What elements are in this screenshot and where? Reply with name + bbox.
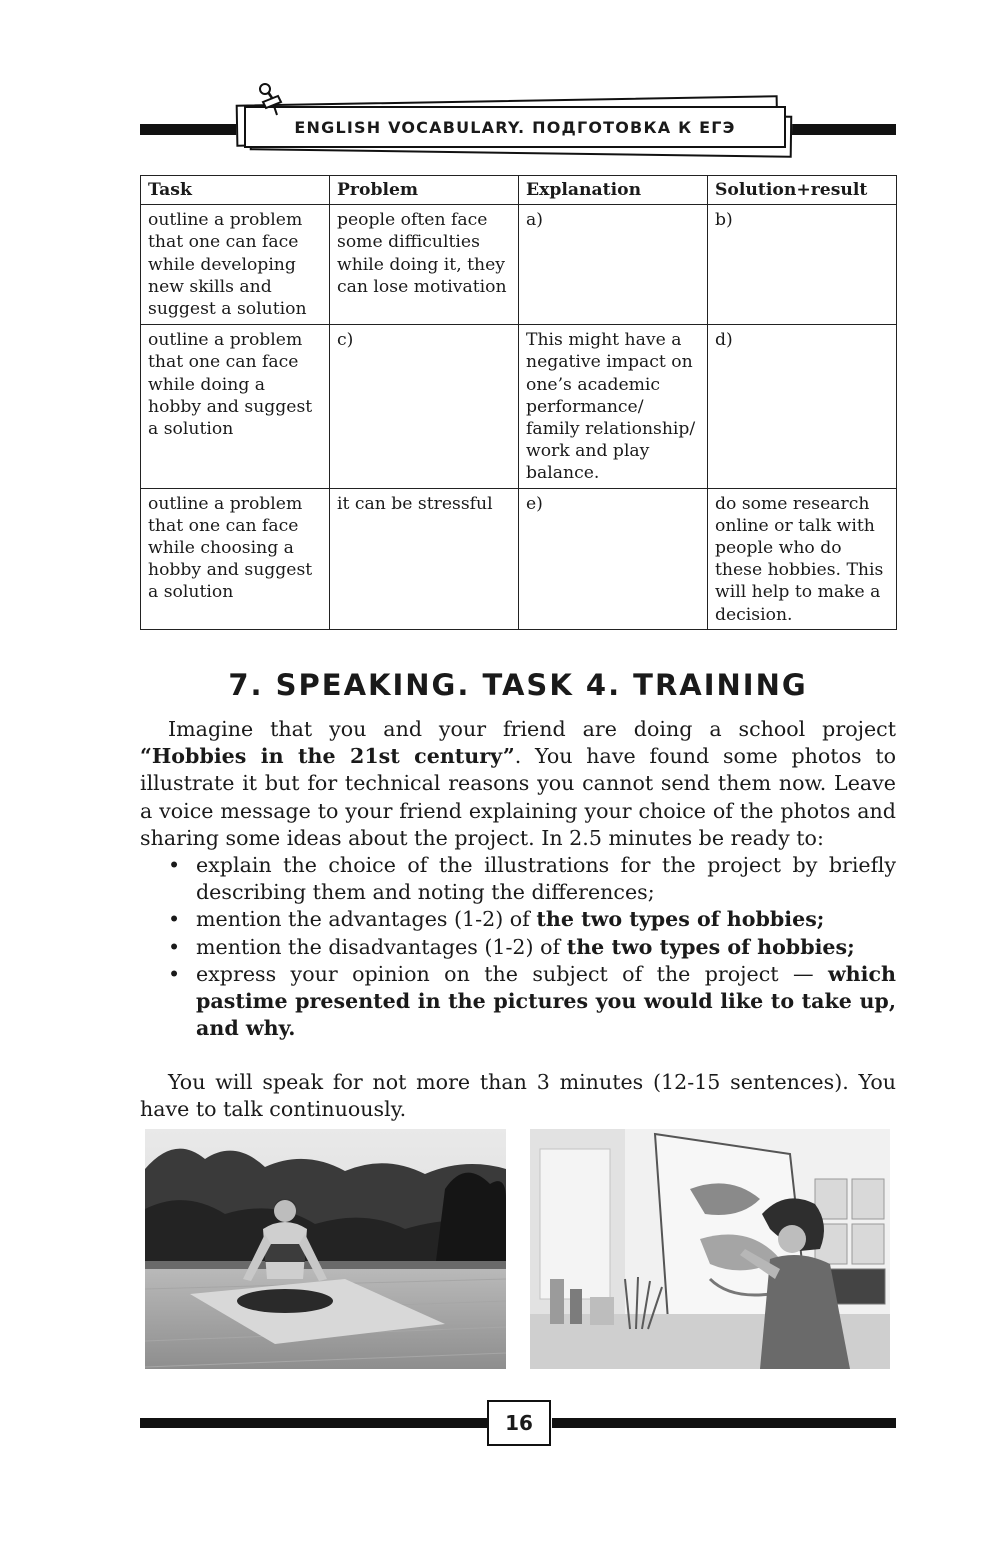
column-header: Solution+result bbox=[708, 176, 897, 205]
table-cell: b) bbox=[708, 205, 897, 325]
list-item-bold: which pastime presented in the pictures you would like to take up, and why. bbox=[196, 961, 896, 1041]
footer-rule-left bbox=[140, 1418, 488, 1428]
list-item-text: mention the disadvantages (1-2) of bbox=[196, 934, 567, 959]
list-item bbox=[140, 961, 896, 1043]
footer-rule-right bbox=[552, 1418, 896, 1428]
column-header: Problem bbox=[330, 176, 519, 205]
table-cell: a) bbox=[519, 205, 708, 325]
header-rule-left bbox=[140, 124, 240, 135]
yoga-photo bbox=[145, 1129, 506, 1369]
list-item bbox=[140, 934, 896, 961]
column-header: Explanation bbox=[519, 176, 708, 205]
list-item bbox=[140, 852, 896, 906]
bullet-icon: • bbox=[168, 853, 181, 877]
table-cell: outline a problem that one can face while doing a hobby and suggest a solution bbox=[141, 325, 330, 488]
closing-paragraph: You will speak for not more than 3 minutes (12-15 sentences). You have to talk continuously. bbox=[140, 1070, 896, 1122]
bullet-icon: • bbox=[168, 934, 181, 959]
table-cell: outline a problem that one can face while choosing a hobby and suggest a solution bbox=[141, 488, 330, 629]
table-cell: This might have a negative impact on one’s academic performance/ family relationship/ work and play balance. bbox=[519, 325, 708, 488]
list-item-text: mention the advantages (1-2) of bbox=[196, 907, 537, 932]
page-number-label: 16 bbox=[505, 1411, 533, 1435]
header-rule-right bbox=[790, 124, 896, 135]
list-item-text: express your opinion on the subject of the project — bbox=[196, 961, 828, 986]
column-header: Task bbox=[141, 176, 330, 205]
table-cell: e) bbox=[519, 488, 708, 629]
painting-photo bbox=[530, 1129, 890, 1369]
problem-solution-table bbox=[140, 175, 897, 630]
bullet-icon: • bbox=[168, 961, 181, 986]
yoga-illustration bbox=[145, 1129, 506, 1369]
table-row bbox=[141, 488, 897, 629]
table-cell: people often face some difficulties while doing it, they can lose motivation bbox=[330, 205, 519, 325]
table-row bbox=[141, 205, 897, 325]
table-row bbox=[141, 325, 897, 488]
pushpin-icon bbox=[256, 82, 286, 116]
intro-paragraph bbox=[140, 716, 896, 852]
intro-text-2: . You have found some photos to illustrate it but for technical reasons you cannot send them now. Leave a voice message to your friend explaining your choice of the photos and sharing some ideas about the project. In 2.5 minutes be ready to: bbox=[140, 744, 896, 850]
bullet-icon: • bbox=[168, 907, 181, 932]
list-item-bold: the two types of hobbies; bbox=[566, 934, 855, 959]
list-item-bold: the two types of hobbies; bbox=[536, 907, 825, 932]
table-cell: outline a problem that one can face while developing new skills and suggest a solution bbox=[141, 205, 330, 325]
project-name: “Hobbies in the 21st century” bbox=[140, 744, 515, 769]
list-item bbox=[140, 906, 896, 933]
header-banner bbox=[244, 106, 786, 148]
section-title: 7. SPEAKING. TASK 4. TRAINING bbox=[228, 668, 808, 702]
table-header-row bbox=[141, 176, 897, 205]
table-cell: d) bbox=[708, 325, 897, 488]
intro-text-1: Imagine that you and your friend are doing a school project bbox=[168, 717, 896, 741]
page-number bbox=[487, 1400, 551, 1446]
table-cell: do some research online or talk with people who do these hobbies. This will help to make a decision. bbox=[708, 488, 897, 629]
table-cell: it can be stressful bbox=[330, 488, 519, 629]
task-list bbox=[140, 852, 896, 1042]
list-item-text: explain the choice of the illustrations for the project by briefly describing them and noting the differences; bbox=[196, 853, 896, 905]
painting-illustration bbox=[530, 1129, 890, 1369]
table-cell: c) bbox=[330, 325, 519, 488]
header-title: ENGLISH VOCABULARY. ПОДГОТОВКА К ЕГЭ bbox=[294, 117, 736, 137]
